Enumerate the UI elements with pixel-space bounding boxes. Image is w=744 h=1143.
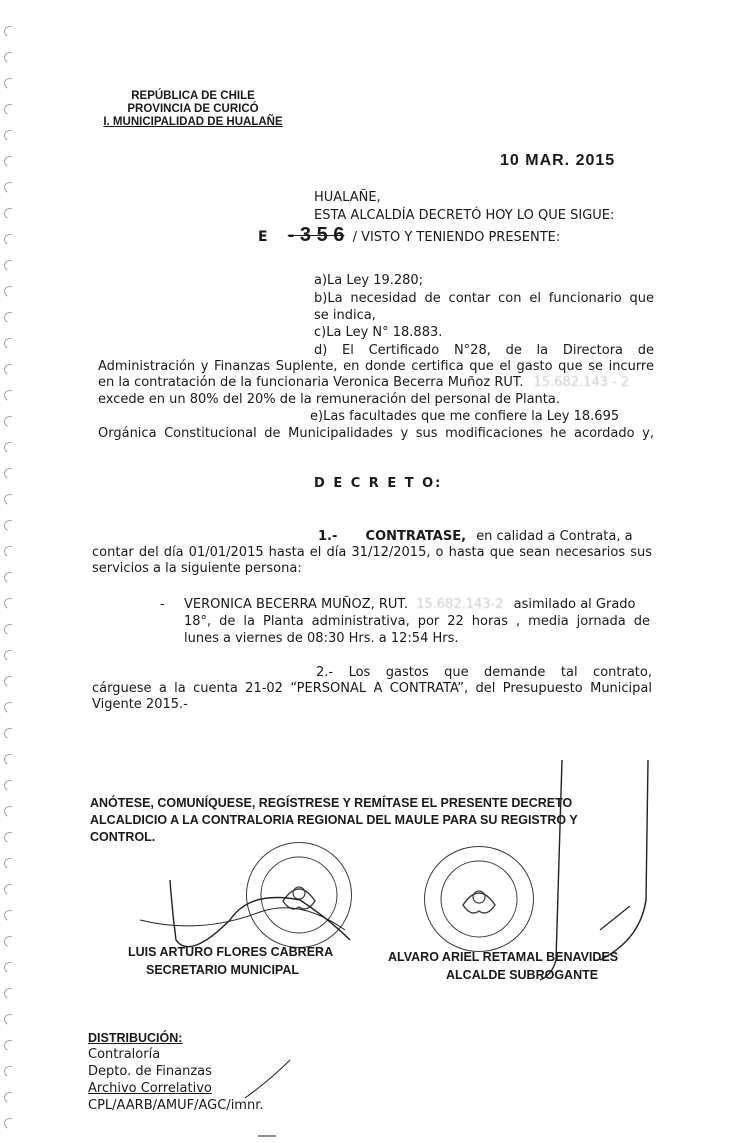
seal-secretary xyxy=(246,842,352,948)
person-grade: asimilado al Grado xyxy=(513,597,636,612)
seal-mayor xyxy=(424,846,534,952)
closing-line-2: ALCALDICIO A LA CONTRALORIA REGIONAL DEL MAULE PARA SU REGISTRO Y xyxy=(90,813,578,827)
article-1-number: 1.- xyxy=(318,529,338,544)
person-line-1 xyxy=(184,597,650,613)
consideration-d-3-text: en la contratación de la funcionaria Veronica Becerra Muñoz RUT. xyxy=(98,375,524,390)
consideration-d-2: Administración y Finanzas Suplente, en donde certifica que el gasto que se incurre xyxy=(98,359,654,374)
redacted-rut-2: 15.682.143-2 xyxy=(416,597,504,612)
consideration-d-1: d) El Certificado N°28, de la Directora de xyxy=(314,343,654,358)
article-1-line-1 xyxy=(318,529,633,545)
consideration-b-1: b)La necesidad de contar con el funcionario que xyxy=(314,291,654,306)
person-dash: - xyxy=(160,597,165,612)
person-line-3: lunes a viernes de 08:30 Hrs. a 12:54 Hrs. xyxy=(184,631,459,646)
distribution-item-1: Contraloría xyxy=(88,1047,161,1062)
visto-line: / VISTO Y TENIENDO PRESENTE: xyxy=(352,230,561,245)
signatory-mayor-title: ALCALDE SUBROGANTE xyxy=(446,968,599,982)
redacted-rut-1: 15.682.143 - 2 xyxy=(533,375,630,390)
seal-secretary-icon xyxy=(247,843,351,947)
decree-number-row xyxy=(258,224,560,247)
intro-decree-line: ESTA ALCALDÍA DECRETÓ HOY LO QUE SIGUE: xyxy=(314,208,615,223)
article-2-line-2: cárguese a la cuenta 21-02 “PERSONAL A CONTRATA”, del Presupuesto Municipal xyxy=(92,681,652,696)
decree-number: - 3 5 6 xyxy=(287,224,345,246)
closing-line-3: CONTROL. xyxy=(90,830,156,844)
consideration-c: c)La Ley N° 18.883. xyxy=(314,325,443,340)
article-2-line-1: 2.- Los gastos que demande tal contrato, xyxy=(316,665,652,680)
distribution-item-4: CPL/AARB/AMUF/AGC/imnr. xyxy=(88,1098,264,1113)
article-1-line-2: contar del día 01/01/2015 hasta el día 31/12/2015, o hasta que sean necesarios sus xyxy=(92,545,652,560)
date-stamp: 10 MAR. 2015 xyxy=(500,152,616,169)
article-2-line-3: Vigente 2015.- xyxy=(92,697,188,712)
consideration-d-3 xyxy=(98,375,629,391)
signatory-secretary-title: SECRETARIO MUNICIPAL xyxy=(146,963,300,977)
closing-line-1: ANÓTESE, COMUNÍQUESE, REGÍSTRESE Y REMÍTASE EL PRESENTE DECRETO xyxy=(90,796,573,810)
distribution-item-2: Depto. de Finanzas xyxy=(88,1064,212,1079)
consideration-b-2: se indica, xyxy=(314,308,376,323)
article-1-keyword: CONTRATASE, xyxy=(365,529,467,544)
distribution-item-3: Archivo Correlativo xyxy=(88,1081,212,1096)
article-1-line-3: servicios a la siguiente persona: xyxy=(92,561,302,576)
letterhead-province: PROVINCIA DE CURICÓ xyxy=(127,103,259,115)
letterhead-country: REPÚBLICA DE CHILE xyxy=(131,90,255,102)
signatory-mayor-name: ALVARO ARIEL RETAMAL BENAVIDES xyxy=(388,950,619,964)
distribution-title: DISTRIBUCIÓN: xyxy=(88,1031,183,1045)
signatory-secretary-name: LUIS ARTURO FLORES CABRERA xyxy=(128,945,334,959)
letterhead xyxy=(98,90,288,129)
consideration-a: a)La Ley 19.280; xyxy=(314,273,424,288)
decreto-title: D E C R E T O: xyxy=(314,476,443,491)
person-line-2: 18°, de la Planta administrativa, por 22 horas , media jornada de xyxy=(184,614,650,629)
consideration-e-1: e)Las facultades que me confiere la Ley 18.695 xyxy=(310,409,620,424)
consideration-e-2: Orgánica Constitucional de Municipalidades y sus modificaciones he acordado y, xyxy=(98,426,654,441)
consideration-d-4: excede en un 80% del 20% de la remuneración del personal de Planta. xyxy=(98,392,560,407)
person-name: VERONICA BECERRA MUÑOZ, RUT. xyxy=(184,597,408,612)
seal-mayor-icon xyxy=(425,847,533,951)
intro-place: HUALAÑE, xyxy=(314,190,381,205)
article-1-text: en calidad a Contrata, a xyxy=(476,529,633,544)
letterhead-municipality: I. MUNICIPALIDAD DE HUALAÑE xyxy=(103,116,283,128)
decree-number-prefix: E xyxy=(258,229,268,245)
